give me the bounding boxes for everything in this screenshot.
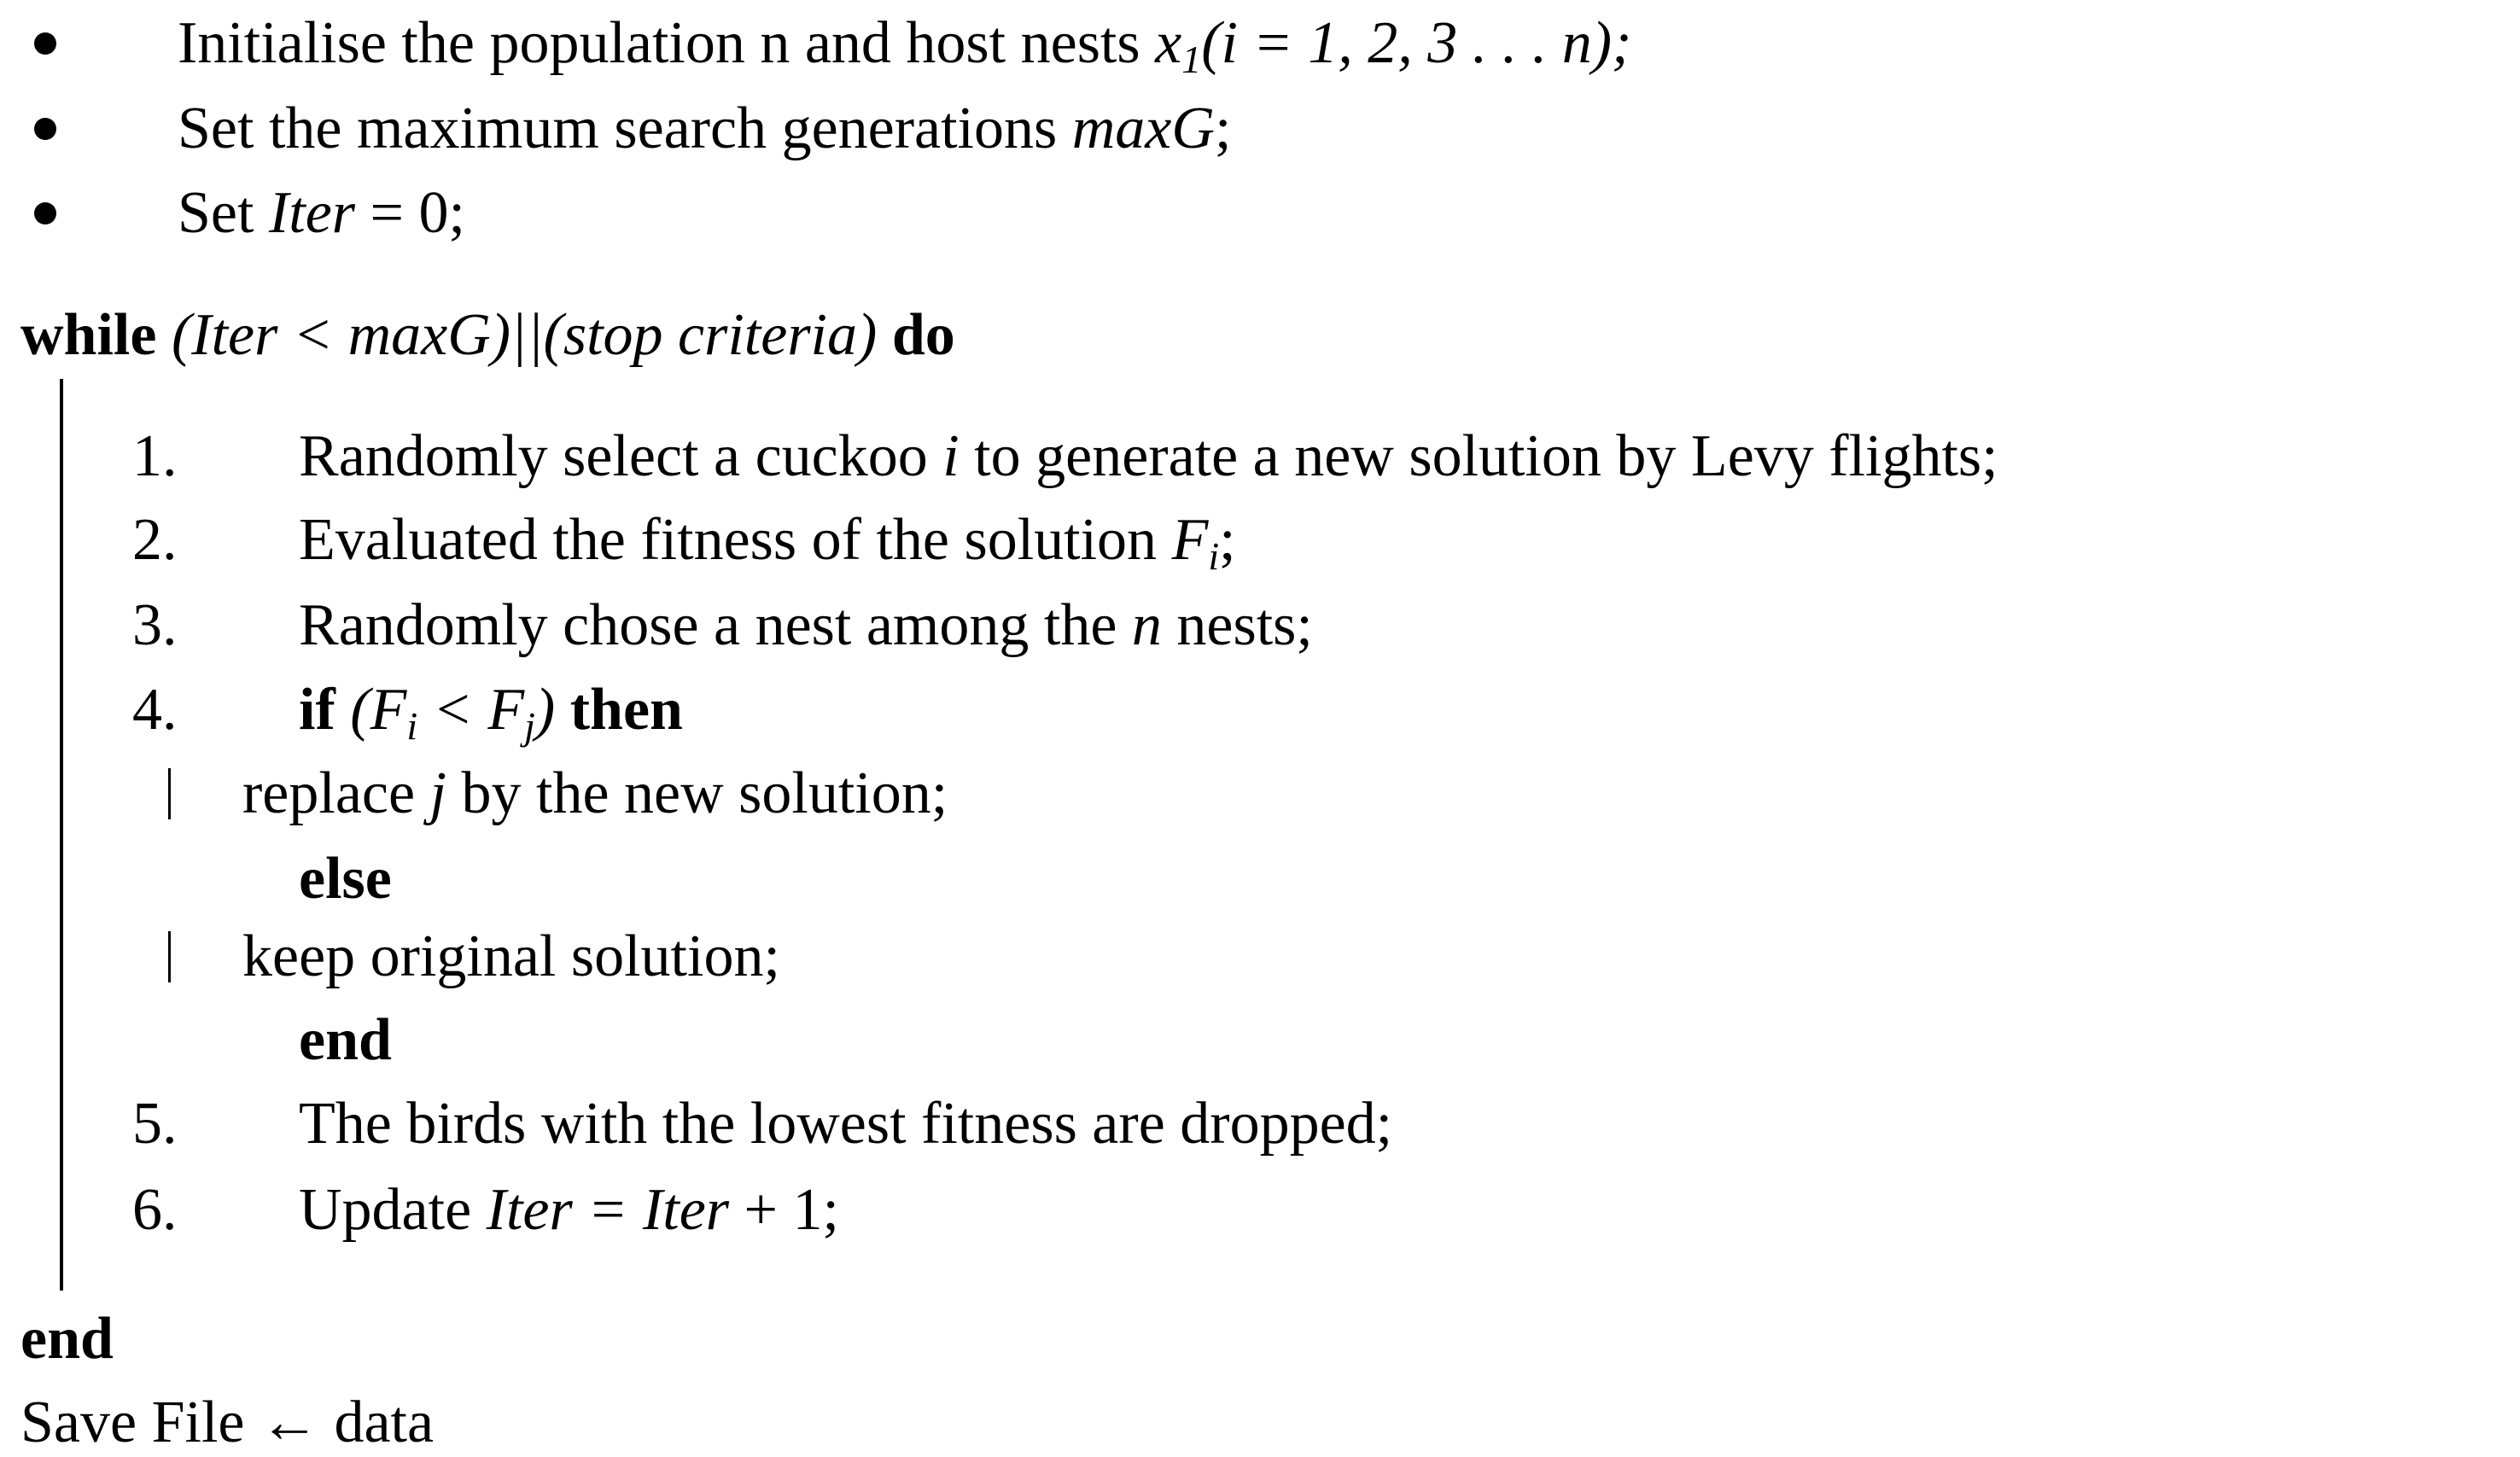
step-number: 6. [132,1177,178,1243]
text: replace [242,761,430,826]
step-2 [132,506,1236,578]
text: Set [178,180,269,246]
text: to generate a new solution by Levy flights; [959,423,1998,489]
math: maxG [1071,96,1215,161]
step-6 [132,1176,839,1244]
keyword-do: do [891,302,955,368]
math: ) [534,677,556,743]
subscript: j [524,704,535,748]
step-number: 2. [132,507,178,573]
text: Randomly chose a nest among the [299,592,1132,658]
text: ; [1219,507,1236,573]
else-bar [168,931,171,982]
subscript: i [406,704,418,748]
step-number: 4. [132,677,178,743]
math: Iter [268,180,356,246]
math: i [942,423,960,489]
text: keep original solution; [242,924,780,989]
math: Iter = Iter [486,1177,730,1243]
then-bar [168,768,171,819]
end-while-line [20,1305,114,1373]
math: F [1171,507,1209,573]
math: (F [350,677,407,743]
text: by the new solution; [446,761,948,826]
text: The birds with the lowest fitness are dropped; [299,1091,1393,1157]
keyword-if: if [299,677,335,743]
preamble-item-2 [178,95,1231,163]
math: < F [417,677,525,743]
step-3 [132,592,1313,660]
keyword-then: then [569,677,683,743]
subscript: 1 [1181,38,1202,81]
text: nests; [1161,592,1313,658]
keyword-end: end [20,1306,114,1372]
math: (i = 1, 2, 3 . . . n); [1201,10,1632,76]
block-bar [60,379,63,1291]
step-4 [132,676,683,748]
end-if-line [299,1006,392,1075]
bullet-icon [34,118,56,140]
preamble-item-3 [178,179,465,248]
final-line [20,1389,434,1457]
text: Set the maximum search generations [178,96,1072,161]
loop-condition: (Iter < maxG)||(stop criteria) [171,302,878,368]
preamble-item-1 [178,9,1632,81]
keyword-else: else [299,846,392,912]
math: x [1155,10,1182,76]
while-line [20,301,955,370]
step-5 [132,1090,1392,1158]
keyword-end: end [299,1007,392,1073]
math: n [1131,592,1162,658]
text: ; [1214,96,1232,161]
step-number: 1. [132,423,178,489]
step-number: 5. [132,1091,178,1157]
else-branch [242,923,780,991]
keyword-while: while [20,302,157,368]
step-1 [132,423,1998,491]
text: Randomly select a cuckoo [299,423,943,489]
bullet-icon [34,202,56,224]
text: Initialise the population n and host nests [178,10,1156,76]
bullet-icon [34,32,56,55]
math: j [429,761,446,826]
else-line [299,845,392,913]
text: Evaluated the fitness of the solution [299,507,1172,573]
text: Update [299,1177,487,1243]
text: = 0; [355,180,465,246]
then-branch [242,760,948,828]
subscript: i [1208,534,1220,578]
text: + 1; [729,1177,839,1243]
text: Save File ← data [20,1390,435,1455]
step-number: 3. [132,592,178,658]
